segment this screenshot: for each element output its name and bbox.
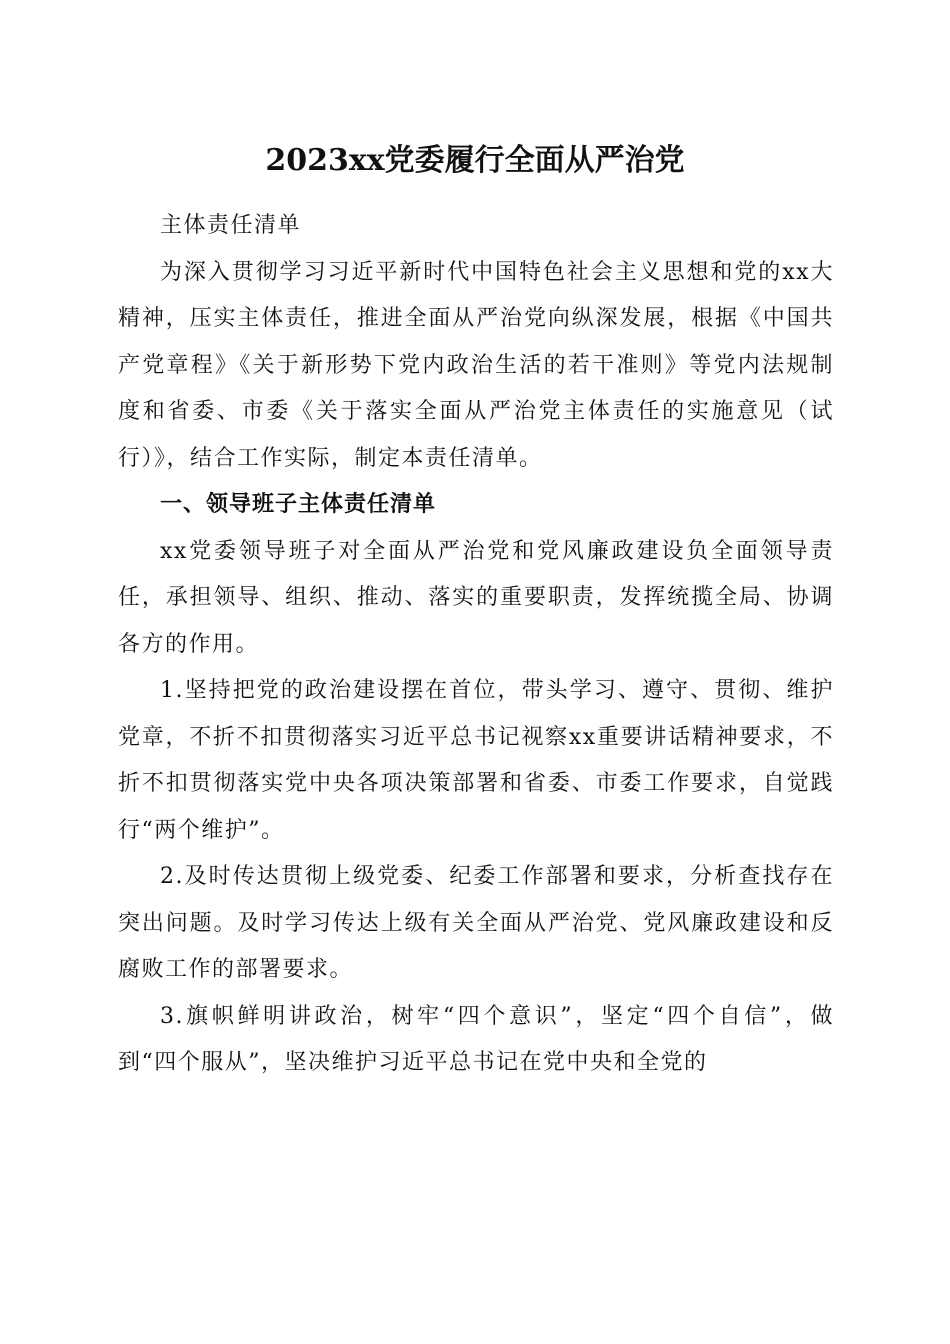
document-title: 2023xx党委履行全面从严治党 xyxy=(265,143,685,178)
document-body xyxy=(118,203,834,1087)
section-intro-paragraph: xx党委领导班子对全面从严治党和党风廉政建设负全面领导责任，承担领导、组织、推动、落实的重要职责，发挥统揽全局、协调各方的作用。 xyxy=(118,538,834,657)
list-item-2: 2.及时传达贯彻上级党委、纪委工作部署和要求，分析查找存在突出问题。及时学习传达上级有关全面从严治党、党风廉政建设和反腐败工作的部署要求。 xyxy=(118,864,834,982)
list-item-3: 3.旗帜鲜明讲政治，树牢“四个意识”，坚定“四个自信”，做到“四个服从”，坚决维护习近平总书记在党中央和全党的 xyxy=(118,1003,834,1075)
list-item-1: 1.坚持把党的政治建设摆在首位，带头学习、遵守、贯彻、维护党章，不折不扣贯彻落实习近平总书记视察xx重要讲话精神要求，不折不扣贯彻落实党中央各项决策部署和省委、市委工作要求，自觉践行“两个维护”。 xyxy=(118,678,834,843)
intro-paragraph: 为深入贯彻学习习近平新时代中国特色社会主义思想和党的xx大精神，压实主体责任，推进全面从严治党向纵深发展，根据《中国共产党章程》《关于新形势下党内政治生活的若干准则》等党内法规制度和省委、市委《关于落实全面从严治党主体责任的实施意见（试行）》，结合工作实际，制定本责任清单。 xyxy=(118,259,834,471)
subtitle-line: 主体责任清单 xyxy=(160,213,302,238)
section-heading: 一、领导班子主体责任清单 xyxy=(160,492,437,517)
